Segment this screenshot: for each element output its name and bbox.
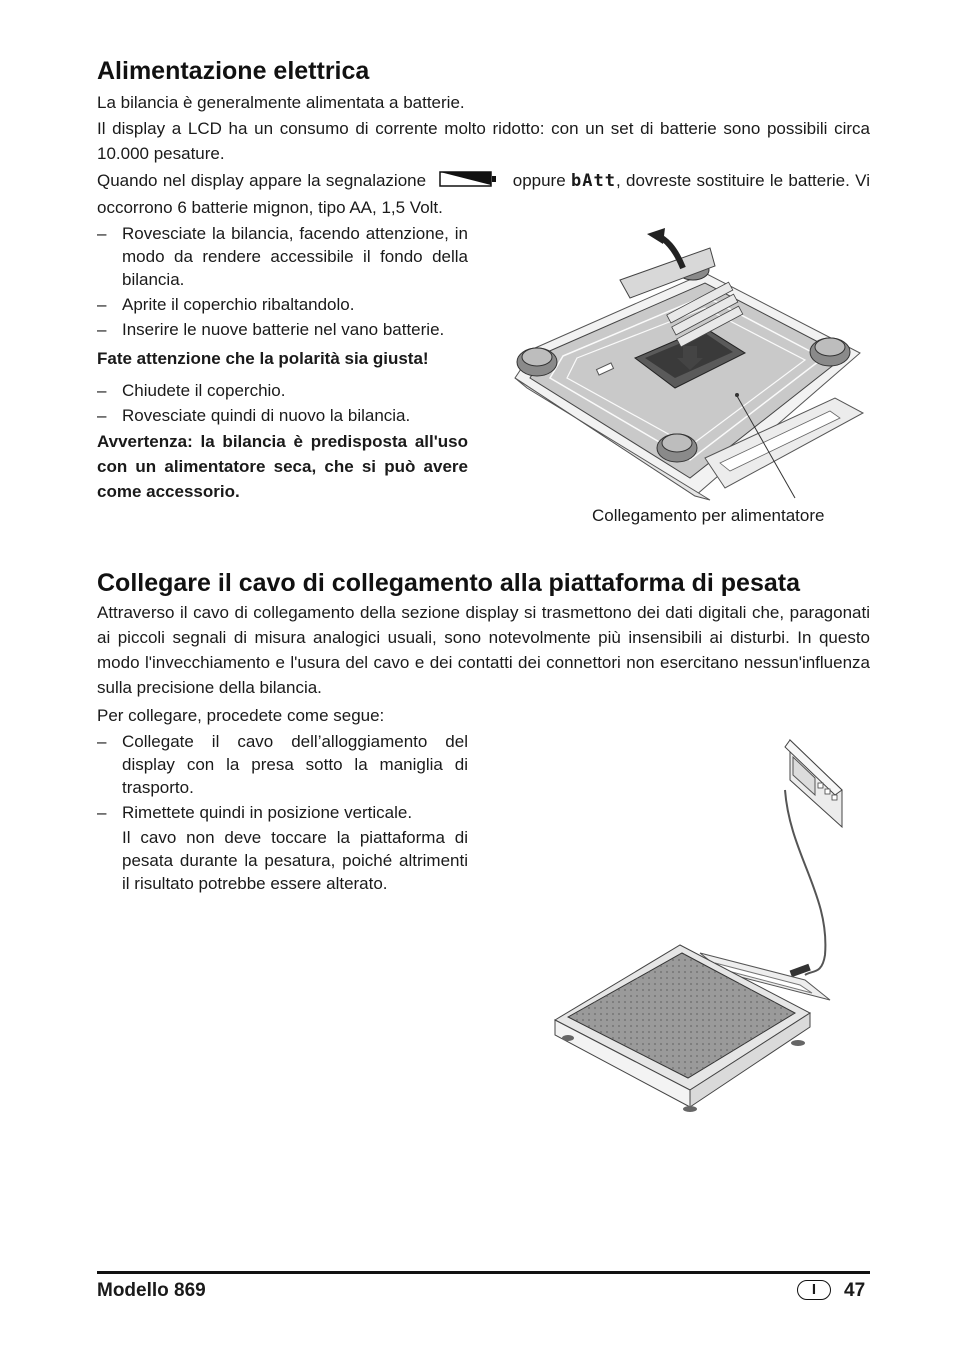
list-item: – Rovesciate quindi di nuovo la bilancia. — [97, 406, 411, 425]
footer-page-number: 47 — [844, 1280, 866, 1301]
list-item: – Collegate il cavo dell’alloggiamento del display con la presa sotto la maniglia di trasporto. — [97, 732, 468, 797]
steps-column-2 — [97, 730, 468, 895]
language-badge: I — [797, 1280, 831, 1300]
footer-rule — [97, 1271, 870, 1274]
footer-model: Modello 869 — [97, 1280, 206, 1301]
list-item: – Inserire le nuove batterie nel vano batterie. — [97, 320, 445, 339]
battery-signal-or: oppure — [512, 171, 566, 190]
list-item: – Rimettete quindi in posizione verticale. — [97, 803, 413, 822]
scale-with-display-illustration — [550, 735, 870, 1115]
polarity-note: Fate attenzione che la polarità sia giusta! — [97, 349, 429, 368]
list-item: – Chiudete il coperchio. — [97, 381, 286, 400]
paragraph-battery-signal — [97, 168, 870, 220]
low-battery-icon — [439, 170, 497, 195]
paragraph-batteries: La bilancia è generalmente alimentata a batterie. — [97, 93, 465, 112]
battery-signal-text-before: Quando nel display appare la segnalazione — [97, 171, 427, 190]
paragraph-digital-data: Attraverso il cavo di collegamento della sezione display si trasmettono dei dati digitali che, paragonati ai piccoli segnali di misura analogici usuali, sono notevolmente più insensibili ai disturbi. In questo modo l'invecchiamento e l'usura del cavo e dei contatti dei connettori non esercitano nessun'influenza sulla precisione della bilancia. — [97, 603, 870, 697]
closing-steps-list — [97, 379, 468, 427]
battery-steps-list — [97, 222, 468, 341]
cable-note: Il cavo non deve toccare la piattaforma di pesata durante la pesatura, poiché altrimenti il risultato potrebbe essere alterato. — [122, 828, 468, 893]
batt-display-text: bAtt — [571, 171, 616, 191]
warning-note: Avvertenza: la bilancia è predisposta all'uso con un alimentatore seca, che si può avere come accessorio. — [97, 432, 468, 501]
section-title-cable: Collegare il cavo di collegamento alla piattaforma di pesata — [97, 569, 800, 597]
battery-compartment-illustration — [505, 228, 870, 503]
battery-signal-text-after: , dovreste sostituire le batterie. Vi occorrono 6 batterie mignon, tipo AA, 1,5 Volt. — [97, 171, 870, 217]
figure-caption-power-connector: Collegamento per alimentatore — [592, 506, 825, 525]
cable-steps-list — [97, 730, 468, 824]
paragraph-lcd-consumption: Il display a LCD ha un consumo di corrente molto ridotto: con un set di batterie sono possibili circa 10.000 pesature. — [97, 119, 870, 163]
list-item: – Aprite il coperchio ribaltandolo. — [97, 295, 355, 314]
paragraph-procedure-intro: Per collegare, procedete come segue: — [97, 706, 385, 725]
list-item: – Rovesciate la bilancia, facendo attenzione, in modo da rendere accessibile il fondo della bilancia. — [97, 224, 468, 289]
steps-column-1 — [97, 222, 468, 504]
section-title-power: Alimentazione elettrica — [97, 57, 370, 85]
footer-language-badge — [797, 1280, 831, 1300]
